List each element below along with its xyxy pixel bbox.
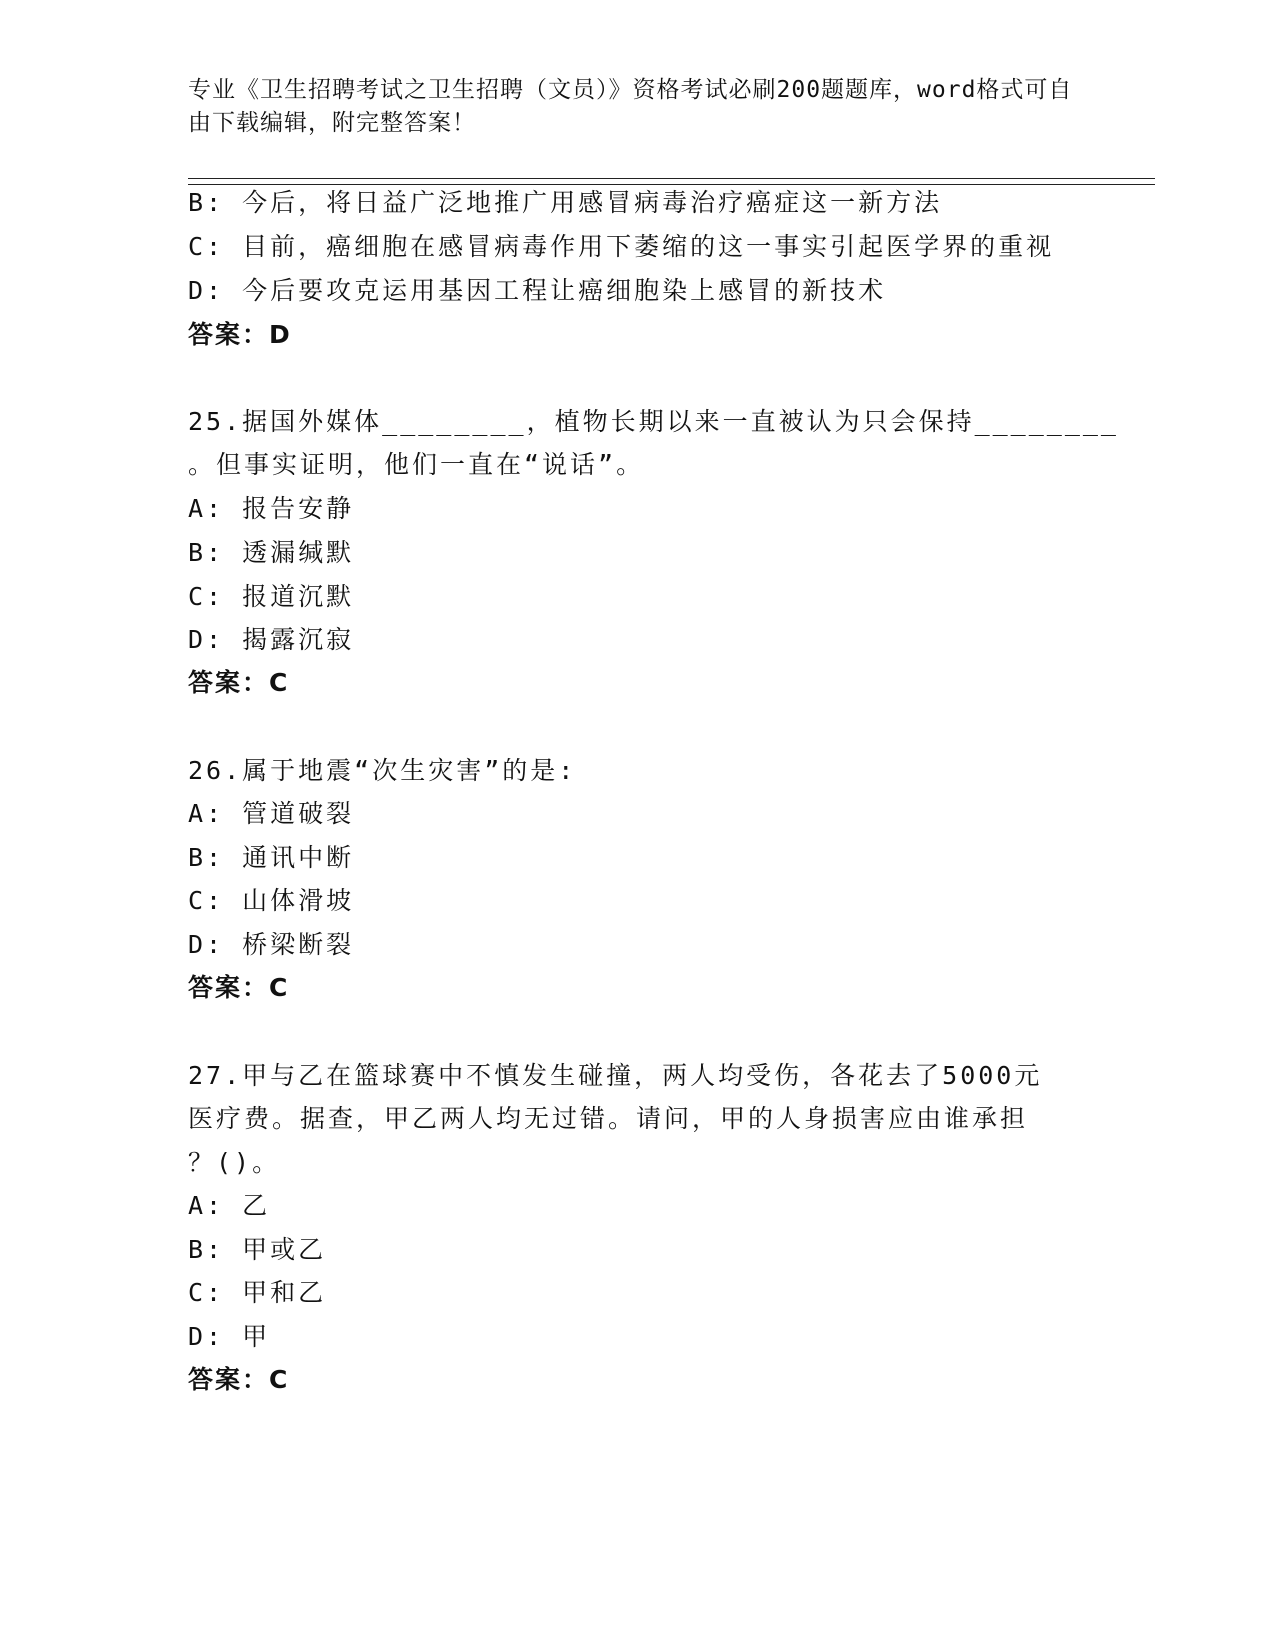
option-c: C: 目前，癌细胞在感冒病毒作用下萎缩的这一事实引起医学界的重视: [188, 232, 1055, 261]
question-25-stem-line1: 25.据国外媒体________，植物长期以来一直被认为只会保持________: [188, 407, 1119, 436]
option-d: D: 今后要攻克运用基因工程让癌细胞染上感冒的新技术: [188, 276, 887, 305]
question-27-stem-line3: ？()。: [188, 1148, 281, 1177]
question-26-answer: 答案：C: [188, 973, 290, 1002]
answer-label: 答案：D: [188, 320, 292, 349]
question-27-option-c: C: 甲和乙: [188, 1278, 327, 1307]
question-27-option-d: D: 甲: [188, 1322, 271, 1351]
question-27-stem-line2: 医疗费。据查，甲乙两人均无过错。请问，甲的人身损害应由谁承担: [188, 1104, 1029, 1133]
question-27-answer: 答案：C: [188, 1365, 290, 1394]
header-double-rule: [188, 178, 1155, 185]
question-26-option-c: C: 山体滑坡: [188, 886, 355, 915]
question-26-option-d: D: 桥梁断裂: [188, 930, 355, 959]
header-title: 专业《卫生招聘考试之卫生招聘（文员）》资格考试必刷200题题库，word格式可自由下载编辑，附完整答案！: [188, 77, 1073, 136]
document-header: [188, 74, 1088, 140]
question-26-option-b: B: 通讯中断: [188, 843, 355, 872]
question-27-option-b: B: 甲或乙: [188, 1235, 327, 1264]
question-27-option-a: A: 乙: [188, 1191, 271, 1220]
question-26-option-a: A: 管道破裂: [188, 799, 355, 828]
question-25-stem-line2: 。但事实证明，他们一直在“说话”。: [188, 450, 645, 479]
question-26-stem: 26.属于地震“次生灾害”的是:: [188, 756, 577, 785]
question-27-stem-line1: 27.甲与乙在篮球赛中不慎发生碰撞，两人均受伤，各花去了5000元: [188, 1061, 1043, 1090]
question-25-option-c: C: 报道沉默: [188, 582, 355, 611]
question-25-option-a: A: 报告安静: [188, 494, 355, 523]
question-25-option-d: D: 揭露沉寂: [188, 625, 355, 654]
option-b: B: 今后，将日益广泛地推广用感冒病毒治疗癌症这一新方法: [188, 188, 943, 217]
question-25-answer: 答案：C: [188, 668, 290, 697]
question-25-option-b: B: 透漏缄默: [188, 538, 355, 567]
